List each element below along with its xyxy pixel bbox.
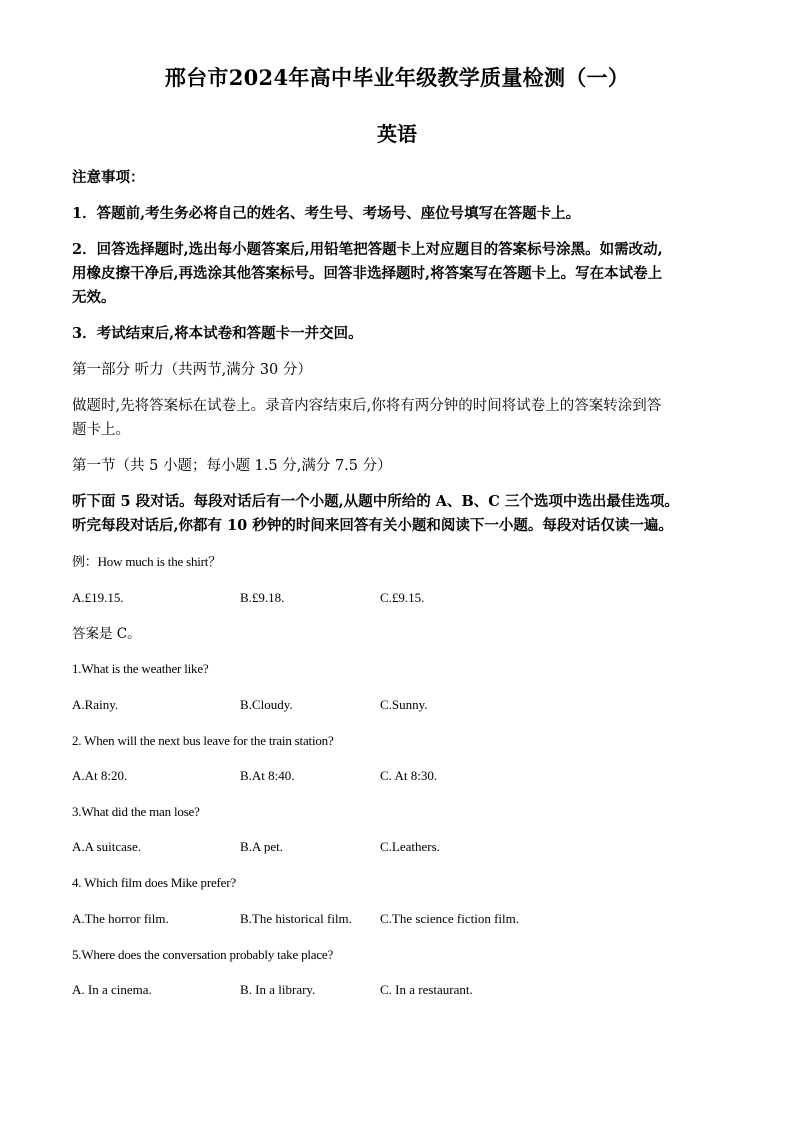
question-4-options <box>72 908 728 930</box>
question-5-options <box>72 979 728 1001</box>
notice-item-2-line-3: 无效。 <box>72 289 116 306</box>
notice-item-3: 3．考试结束后,将本试卷和答题卡一并交回。 <box>72 325 363 342</box>
part1-heading: 第一部分 听力（共两节,满分 30 分） <box>72 362 312 378</box>
question-1-option-b: B.Cloudy. <box>240 697 293 712</box>
section1-instruction-line-2: 听完每段对话后,你都有 10 秒钟的时间来回答有关小题和阅读下一小题。每段对话仅读一遍。 <box>72 517 673 534</box>
question-5: 5.Where does the conversation probably take place? <box>72 947 334 962</box>
question-5-option-c: C. In a restaurant. <box>380 982 473 997</box>
subject-heading: 英语 <box>377 122 417 146</box>
part1-intro-line-1: 做题时,先将答案标在试卷上。录音内容结束后,你将有两分钟的时间将试卷上的答案转涂到答 <box>72 398 662 414</box>
example-answer: 答案是 C。 <box>72 626 141 642</box>
question-5-option-a: A. In a cinema. <box>72 982 152 997</box>
part1-intro-line-2: 题卡上。 <box>72 422 130 438</box>
question-5-option-b: B. In a library. <box>240 982 316 997</box>
question-4-option-a: A.The horror film. <box>72 911 169 926</box>
question-1-options <box>72 694 728 716</box>
notice-heading: 注意事项： <box>72 169 145 186</box>
question-2: 2. When will the next bus leave for the train station? <box>72 733 334 748</box>
notice-item-1: 1．答题前,考生务必将自己的姓名、考生号、考场号、座位号填写在答题卡上。 <box>72 205 581 222</box>
question-1: 1.What is the weather like? <box>72 661 209 676</box>
question-1-option-c: C.Sunny. <box>380 697 428 712</box>
example-options <box>72 587 728 609</box>
question-3: 3.What did the man lose? <box>72 804 200 819</box>
section1-heading: 第一节（共 5 小题；每小题 1.5 分,满分 7.5 分） <box>72 458 392 474</box>
question-3-option-a: A.A suitcase. <box>72 839 141 854</box>
question-2-option-b: B.At 8:40. <box>240 768 295 783</box>
example-option-c: C.£9.15. <box>380 590 425 605</box>
question-4-option-b: B.The historical film. <box>240 911 352 926</box>
section1-instruction-line-1: 听下面 5 段对话。每段对话后有一个小题,从题中所给的 A、B、C 三个选项中选出最佳选项。 <box>72 493 679 510</box>
question-3-option-b: B.A pet. <box>240 839 283 854</box>
question-3-options <box>72 836 728 858</box>
example-option-a: A.£19.15. <box>72 590 124 605</box>
question-3-option-c: C.Leathers. <box>380 839 440 854</box>
question-4-option-c: C.The science fiction film. <box>380 911 519 926</box>
exam-title: 邢台市2024年高中毕业年级教学质量检测（一） <box>164 65 630 90</box>
notice-item-2-line-1: 2．回答选择题时,选出每小题答案后,用铅笔把答题卡上对应题目的答案标号涂黑。如需改动, <box>72 241 663 258</box>
question-2-option-c: C. At 8:30. <box>380 768 438 783</box>
question-2-option-a: A.At 8:20. <box>72 768 128 783</box>
example-option-b: B.£9.18. <box>240 590 285 605</box>
question-2-options <box>72 765 728 787</box>
example-question: 例：How much is the shirt？ <box>72 554 222 569</box>
question-1-option-a: A.Rainy. <box>72 697 119 712</box>
question-4: 4. Which film does Mike prefer? <box>72 875 236 890</box>
notice-item-2-line-2: 用橡皮擦干净后,再选涂其他答案标号。回答非选择题时,将答案写在答题卡上。写在本试卷上 <box>72 265 663 282</box>
